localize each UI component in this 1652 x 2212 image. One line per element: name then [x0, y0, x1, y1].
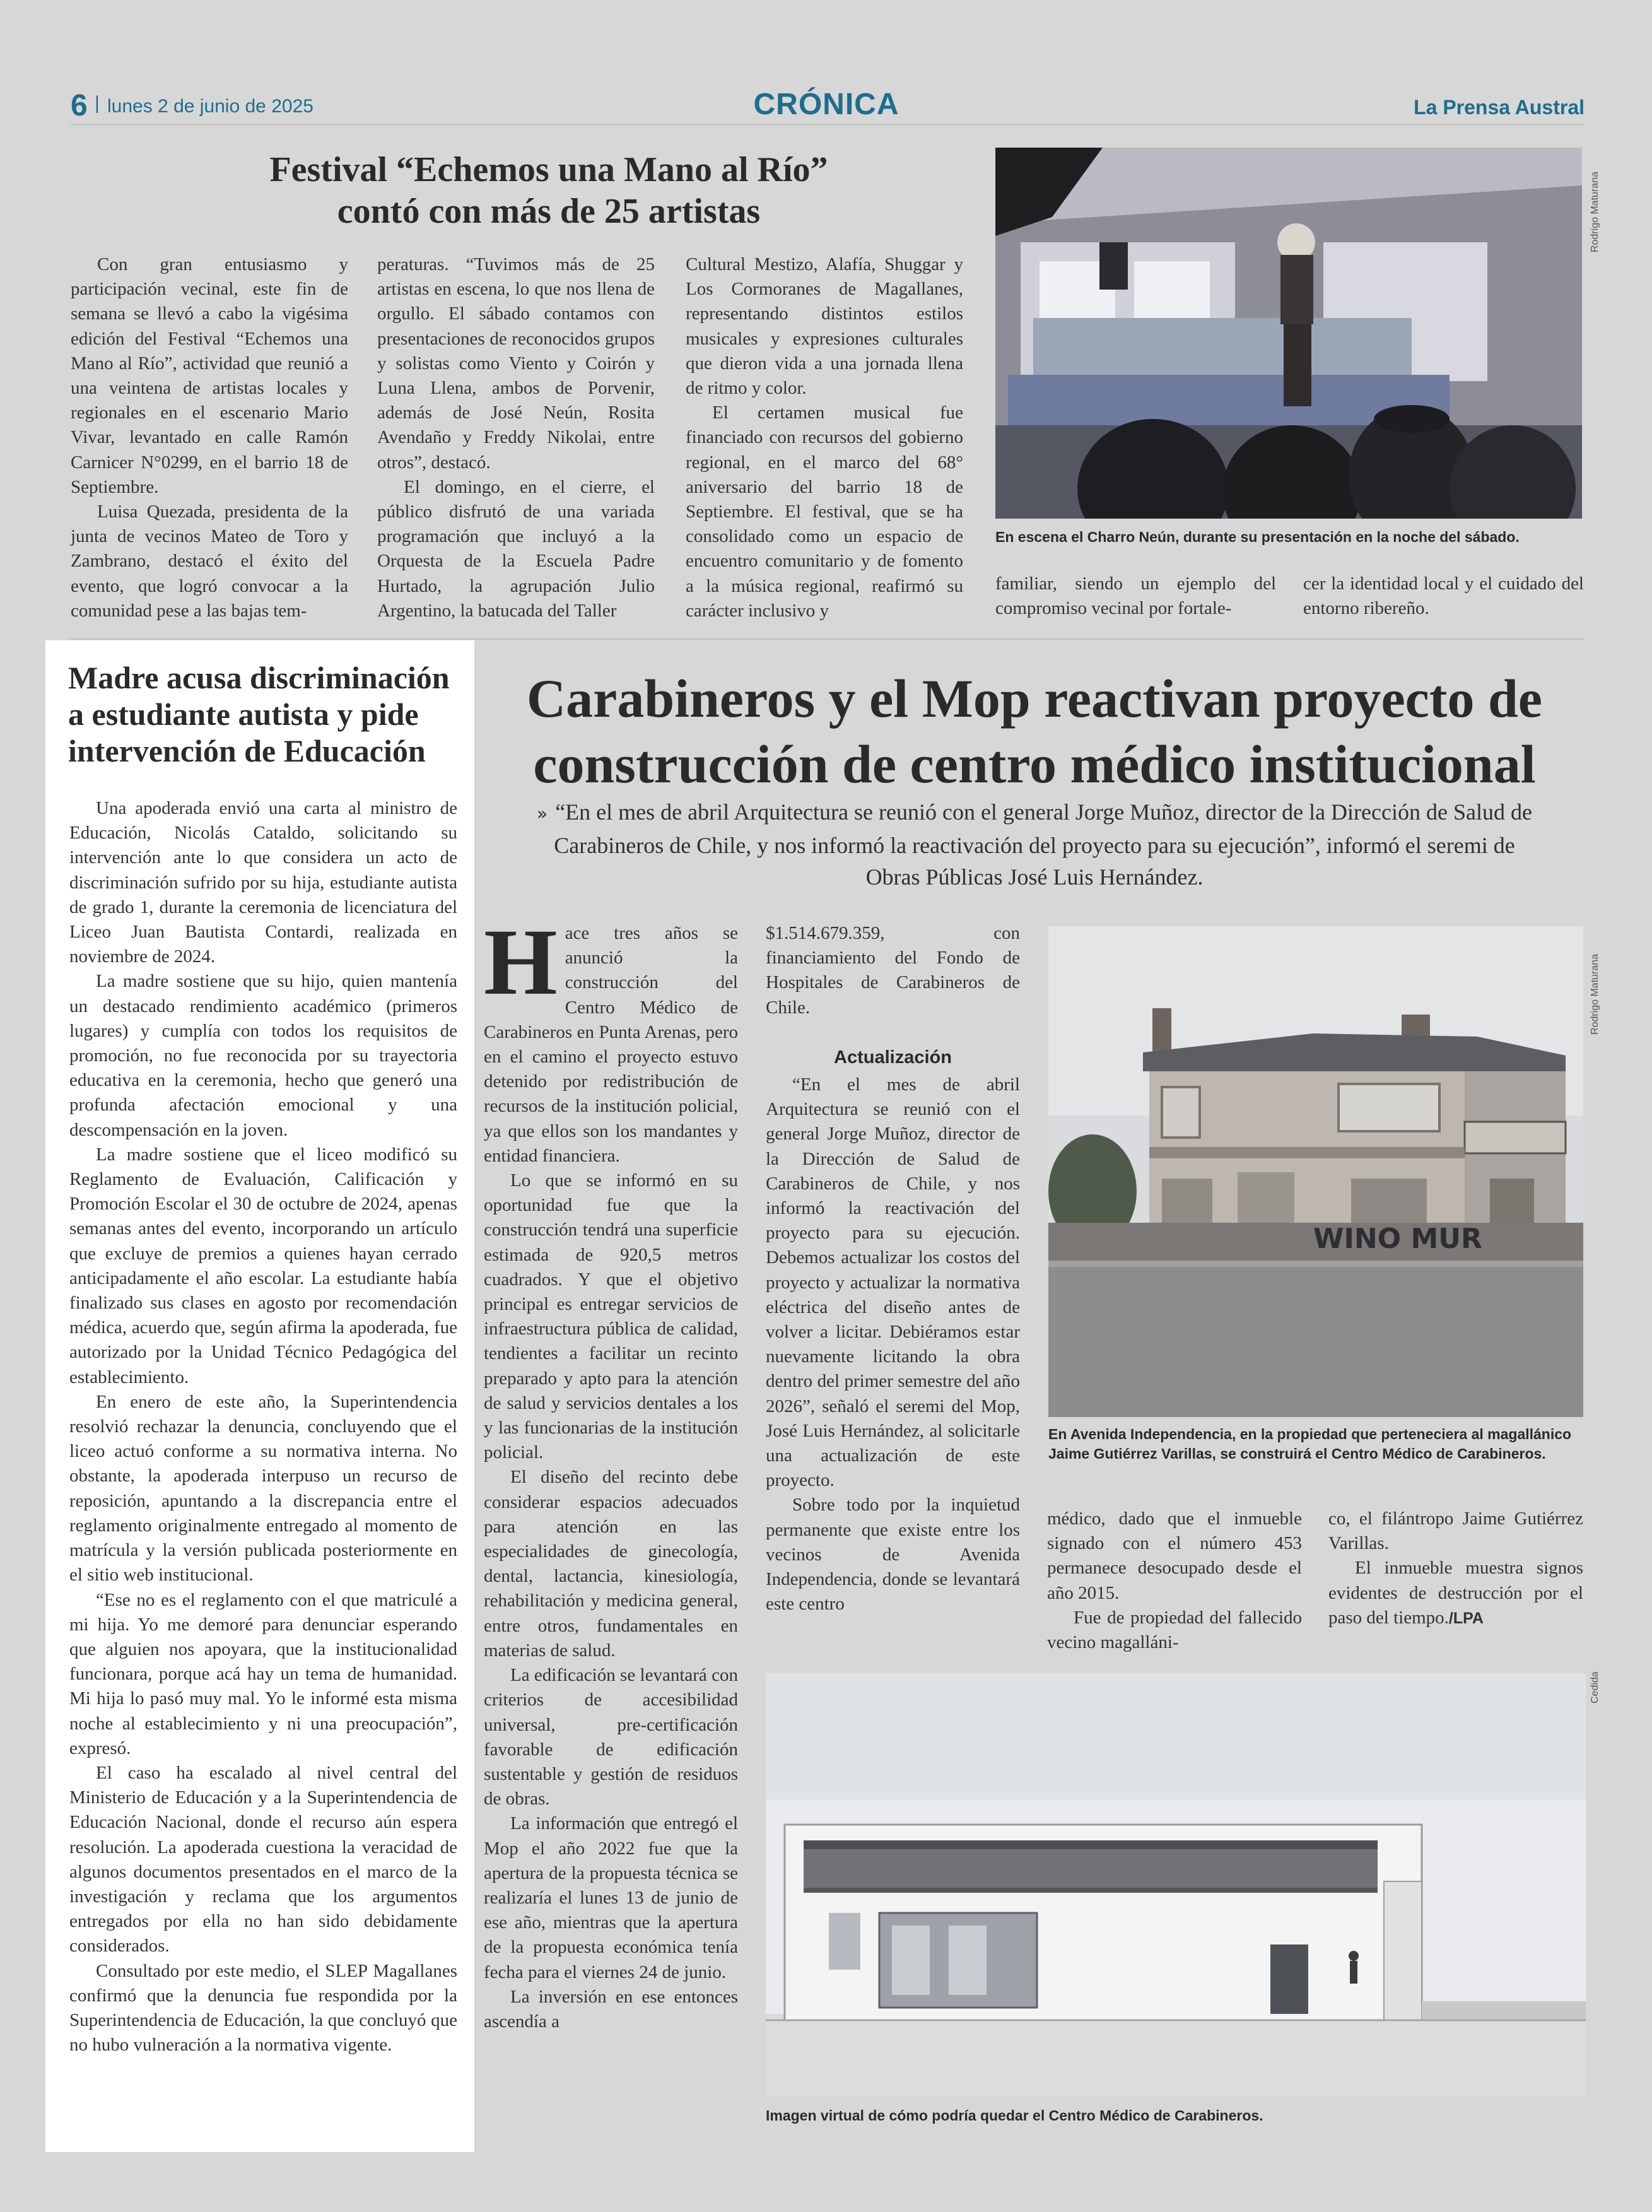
drop-cap: H: [484, 910, 558, 1015]
main-paragraph: La información que entregó el Mop el año 2022 fue que la apertura de la propuesta técnica se realizaría el lunes 13 de junio de ese año, mientras que la apertura de la propuesta económica tenía fecha para el viernes 24 de junio.: [484, 1813, 738, 1982]
festival-headline-line2: contó con más de 25 artistas: [337, 192, 761, 231]
main-paragraph: Sobre todo por la inquietud permanente que existe entre los vecinos de Avenida Independencia, donde se levantará este centro: [766, 1495, 1020, 1615]
festival-col-3: [686, 252, 963, 623]
sidebar-body: [69, 796, 457, 2057]
festival-paragraph: Luisa Quezada, presidenta de la junta de vecinos Mateo de Toro y Zambrano, destacó el éxito del evento, que logró convocar a la comunidad pese a las bajas tem-: [71, 502, 348, 621]
festival-col-4: [995, 572, 1276, 621]
sidebar-headline: Madre acusa discriminación a estudiante autista y pide intervención de Educación: [68, 660, 450, 768]
header-separator: |: [95, 93, 100, 114]
main-paragraph: El inmueble muestra signos evidentes de destrucción por el paso del tiempo./LPA: [1328, 1558, 1583, 1628]
render-image-caption: Imagen virtual de cómo podría quedar el Centro Médico de Carabineros.: [766, 2107, 1263, 2124]
festival-paragraph: cer la identidad local y el cuidado del entorno ribereño.: [1303, 574, 1584, 619]
main-paragraph: Fue de propiedad del fallecido vecino magalláni-: [1047, 1607, 1302, 1653]
main-paragraph: Lo que se informó en su oportunidad fue que la construcción tendrá una superficie estimada de 920,5 metros cuadrados. Y que el objetivo principal es entregar servicios de infraestructura pública de calidad, tendientes a facilitar un recinto preparado y apto para la atención de salud y servicios dentales a los y las funcionarias de la institución policial.: [484, 1170, 738, 1463]
main-paragraph: “En el mes de abril Arquitectura se reunió con el general Jorge Muñoz, director de la Dirección de Salud de Carabineros de Chile, y nos informó la reactivación del proyecto para su ejecución. Debemos actualizar los costos del proyecto y actualizar la normativa eléctrica del diseño antes de volver a licitar. Debiéramos estar nuevamente licitando la obra dentro del primer semestre del año 2026”, señaló el seremi del Mop, José Luis Hernández, al solicitarle una actualización de este proyecto.: [766, 1074, 1020, 1491]
main-paragraph: La inversión en ese entonces ascendía a: [484, 1986, 738, 2032]
festival-paragraph: Cultural Mestizo, Alafía, Shuggar y Los Cormoranes de Magallanes, representando distintos estilos musicales y expresiones culturales que dieron vida a una jornada llena de ritmo y color.: [686, 254, 963, 399]
sidebar-paragraph: En enero de este año, la Superintendencia resolvió rechazar la denuncia, concluyendo que el liceo actuó conforme a su normativa interna. No obstante, la apoderada interpuso un recurso de reposición, apuntando a la discrepancia entre el reglamento originalmente entregado al momento de matrícula y la versión publicada posteriormente en el sitio web institucional.: [69, 1391, 457, 1585]
main-paragraph: médico, dado que el inmueble signado con el número 453 permanece desocupado desde el año 2015.: [1047, 1509, 1302, 1603]
section-divider: [71, 638, 1585, 640]
festival-paragraph: familiar, siendo un ejemplo del compromiso vecinal por fortale-: [995, 574, 1276, 619]
render-image: [766, 1673, 1586, 2096]
sidebar-paragraph: El caso ha escalado al nivel central del Ministerio de Educación y a la Superintendencia de Educación Nacional, donde el recurso aún espera resolución. La apoderada cuestiona la veracidad de algunos documentos presentados en el marco de la investigación y reclama que los argumentos entregados por ella no han sido debidamente considerados.: [69, 1762, 457, 1956]
sidebar-paragraph: La madre sostiene que el liceo modificó su Reglamento de Evaluación, Calificación y Promoción Escolar el 30 de octubre de 2024, apenas semanas antes del evento, incorporando un artículo que excluye de premios a quienes hayan cerrado anticipadamente el año escolar. La estudiante había finalizado sus clases en agosto por recomendación médica, acuerdo que, según afirma la apoderada, fue autorizado por la Unidad Técnico Pedagógica del establecimiento.: [69, 1144, 457, 1387]
festival-photo-credit: Rodrigo Maturana: [1590, 171, 1600, 252]
festival-photo: [995, 148, 1582, 519]
festival-paragraph: Con gran entusiasmo y participación vecinal, este fin de semana se llevó a cabo la vigésima edición del Festival “Echemos una Mano al Río”, actividad que reunió a una veintena de artistas locales y regionales en el escenario Mario Vivar, levantado en calle Ramón Carnicer N°0299, en el barrio 18 de Septiembre.: [71, 254, 348, 497]
main-paragraph: La edificación se levantará con criterios de accesibilidad universal, pre-certificación favorable de edificación sustentable y gestión de residuos de obras.: [484, 1665, 738, 1809]
main-col-2: [766, 921, 1020, 1616]
sidebar-paragraph: Consultado por este medio, el SLEP Magallanes confirmó que la denuncia fue respondida por la Superintendencia de Educación, la que concluyó que no hubo vulneración a la normativa vigente.: [69, 1960, 457, 2056]
main-paragraph: co, el filántropo Jaime Gutiérrez Varillas.: [1328, 1509, 1583, 1554]
section-title: CRÓNICA: [753, 88, 899, 121]
building-photo-credit: Rodrigo Maturana: [1590, 953, 1600, 1035]
page-number: 6: [71, 89, 88, 122]
main-headline: Carabineros y el Mop reactivan proyecto de construcción de centro médico institucional: [527, 668, 1542, 794]
issue-date: lunes 2 de junio de 2025: [107, 96, 313, 117]
main-col-1: [484, 910, 738, 2034]
main-deck: [536, 796, 1533, 893]
festival-paragraph: El domingo, en el cierre, el público disfrutó de una variada programación que incluyó a la Orquesta de la Escuela Padre Hurtado, la agrupación Julio Argentino, la batucada del Taller: [377, 476, 655, 621]
header-rule: [71, 124, 1585, 126]
main-col-3: [1047, 1507, 1302, 1655]
render-image-credit: Cedida: [1590, 1671, 1600, 1703]
sidebar-paragraph: La madre sostiene que su hijo, quien mantenía un destacado rendimiento académico (primeros lugares) y cumplía con todos los requisitos de promoción, no fue reconocida por su trayectoria educativa en la ceremonia, hecho que generó una profunda afectación emocional y una descompensación en la joven.: [69, 971, 457, 1140]
building-photo: [1048, 926, 1583, 1417]
main-paragraph: El diseño del recinto debe considerar espacios adecuados para atención en las especialidades de ginecología, dental, lactancia, kinesiología, rehabilitación y medicina general, entre otros, fundamentales en materias de salud.: [484, 1467, 738, 1661]
festival-headline: [158, 149, 940, 232]
main-col-4: [1328, 1507, 1583, 1631]
festival-photo-caption: En escena el Charro Neún, durante su presentación en la noche del sábado.: [995, 529, 1520, 545]
sidebar-paragraph: “Ese no es el reglamento con el que matriculé a mi hija. Yo me demoré para denunciar esperando que alguien nos apoyara, que la institucionalidad funcionara, porque acá hay un tema de humanidad. Mi hija lo pasó muy mal. Yo le informé esta misma noche al establecimiento y ni una preocupación”, expresó.: [69, 1589, 457, 1758]
festival-paragraph: peraturas. “Tuvimos más de 25 artistas en escena, lo que nos llena de orgullo. El sábado contamos con presentaciones de reconocidos grupos y solistas como Viento y Coirón y Luna Llena, ambos de Porvenir, además de José Neún, Rosita Avendaño y Freddy Nikolai, entre otros”, destacó.: [377, 254, 655, 473]
main-paragraph: $1.514.679.359, con financiamiento del Fondo de Hospitales de Carabineros de Chile.: [766, 923, 1020, 1018]
main-paragraph: Hace tres años se anunció la construcción del Centro Médico de Carabineros en Punta Arenas, pero en el camino el proyecto estuvo detenido por redistribución de recursos de la institución policial, ya que ellos son los mandantes y entidad financiera.: [484, 910, 738, 1166]
author-signature: /LPA: [1448, 1609, 1484, 1627]
newspaper-name: La Prensa Austral: [1414, 96, 1585, 119]
festival-paragraph: El certamen musical fue financiado con recursos del gobierno regional, en el marco del 68° aniversario del barrio 18 de Septiembre. El festival, que se ha consolidado como un espacio de encuentro comunitario y de fomento a la música regional, reafirmó su carácter inclusivo y: [686, 403, 963, 621]
deck-arrow-icon: »: [537, 803, 548, 824]
subhead-actualizacion: Actualización: [834, 1047, 952, 1068]
festival-headline-line1: Festival “Echemos una Mano al Río”: [269, 150, 828, 189]
festival-col-1: [71, 252, 348, 623]
festival-col-5: [1303, 572, 1584, 621]
building-photo-caption: En Avenida Independencia, en la propiedad que perteneciera al magallánico Jaime Gutiérrez Varillas, se construirá el Centro Médico de Carabineros.: [1048, 1426, 1572, 1462]
deck-text: “En el mes de abril Arquitectura se reunió con el general Jorge Muñoz, director de la Dirección de Salud de Carabineros de Chile, y nos informó la reactivación del proyecto para su ejecución”, informó el seremi de Obras Públicas José Luis Hernández.: [554, 799, 1532, 890]
sidebar-paragraph: Una apoderada envió una carta al ministro de Educación, Nicolás Cataldo, solicitando su intervención ante lo que considera un acto de discriminación sufrido por su hija, estudiante autista de grado 1, durante la ceremonia de licenciatura del Liceo Juan Bautista Contardi, realizada en noviembre de 2024.: [69, 798, 457, 967]
graffiti-text: WINO MUR: [1313, 1223, 1482, 1255]
festival-col-2: [377, 252, 655, 623]
